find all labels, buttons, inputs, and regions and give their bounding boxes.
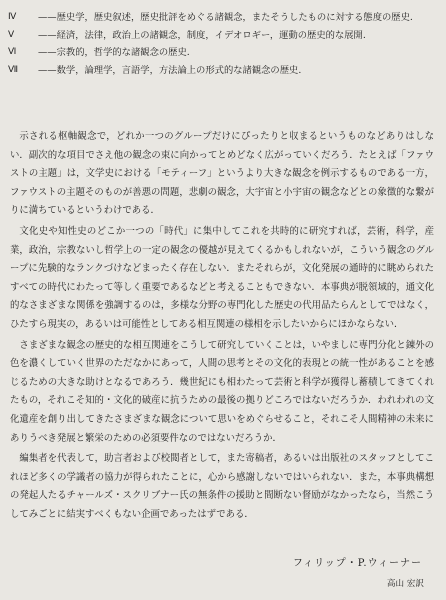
list-numeral: Ⅶ bbox=[8, 64, 19, 75]
list-item bbox=[8, 63, 436, 79]
list-text: ——経済，法律，政治上の諸観念，制度，イデオロギー，運動の歴史的な展開. bbox=[38, 29, 366, 41]
list-numeral: Ⅴ bbox=[8, 29, 15, 40]
body-text bbox=[10, 128, 434, 526]
list-item bbox=[8, 10, 436, 26]
list-item bbox=[8, 28, 436, 44]
list-text: ——数学，論理学，言語学，方法論上の形式的な諸観念の歴史. bbox=[38, 64, 302, 76]
paragraph: 文化史や知性史のどこか一つの「時代」に集中してこれを共時的に研究すれば，芸術，科学，産業，政治，宗教ないし哲学上の一定の観念の優越が見えてくるかもしれないが，こういう観念のグループに先験的なランクづけなどまったく存在しない．またそれらが，文化発展の通時的に眺められたすべての時代にわたって等しく重要であるなどと考えることもできない．本事典が脱領域的，通文化的なさまざまな関係を強調するのは，多様な分野の専門化した歴史の代用品たらんとしてではなく，ひたすら現実の，あるいは可能性としてある相互関連の様相を示したいからにほかならない． bbox=[10, 225, 434, 330]
translator-credit: 高山 宏訳 bbox=[386, 579, 424, 589]
paragraph: 編集者を代表して，助言者および校閲者として，また寄稿者，あるいは出版社のスタッフとしてこれほど多くの学識者の協力が得られたことに，心から感謝しないではいられない．また，本事典構想の発起人たるチャールズ・スクリブナー氏の無条件の援助と間断ない督励がなかったなら，当然こうしてみごとに結実すべくもない企画であったはずである． bbox=[10, 453, 434, 520]
paragraph: さまざまな観念の歴史的な相互関連をこうして研究していくことは，いやましに専門分化と錬外の色を濃くしていく世界のただなかにあって，人間の思考とその文化的表現との統一性があることを感じるための大きな助けとなるであろう．幾世紀にも相わたって芸術と科学が獲得し蓄積してきてくれたもの，それこそ知的・文化的破産に抗うための最後の拠りどころではないだろうか．われわれの文化遺産を創り出してきたさまざまな観念について思いをめぐらせること，それこそ人間精神の未来にありうべき発展と繁栄のための必須要件なのではないだろうか． bbox=[10, 339, 434, 444]
section-list bbox=[8, 10, 436, 80]
list-item bbox=[8, 45, 436, 61]
list-text: ——宗教的，哲学的な諸観念の歴史. bbox=[38, 47, 190, 58]
list-numeral: Ⅳ bbox=[8, 12, 17, 22]
author-signature: フィリップ・P.ウィーナー bbox=[292, 558, 422, 569]
list-text: ——歴史学，歴史叙述，歴史批評をめぐる諸観念，またそうしたものに対する態度の歴史. bbox=[38, 12, 413, 23]
paragraph: 示される枢軸観念で，どれか一つのグループだけにぴったりと収まるというものなどありはしない．副次的な項目でさえ他の観念の束に向かってとめどなく広がっていくだろう．たとえば「ファウストの主題」は，文学史における「モティーフ」というより大きな観念を例示するものである一方，ファウストの主題そのものが善悪の問題，悲劇の観念，大宇宙と小宇宙の観念などとの象徴的な繋がりに満ちているというわけである． bbox=[10, 131, 434, 217]
list-numeral: Ⅵ bbox=[8, 47, 17, 57]
